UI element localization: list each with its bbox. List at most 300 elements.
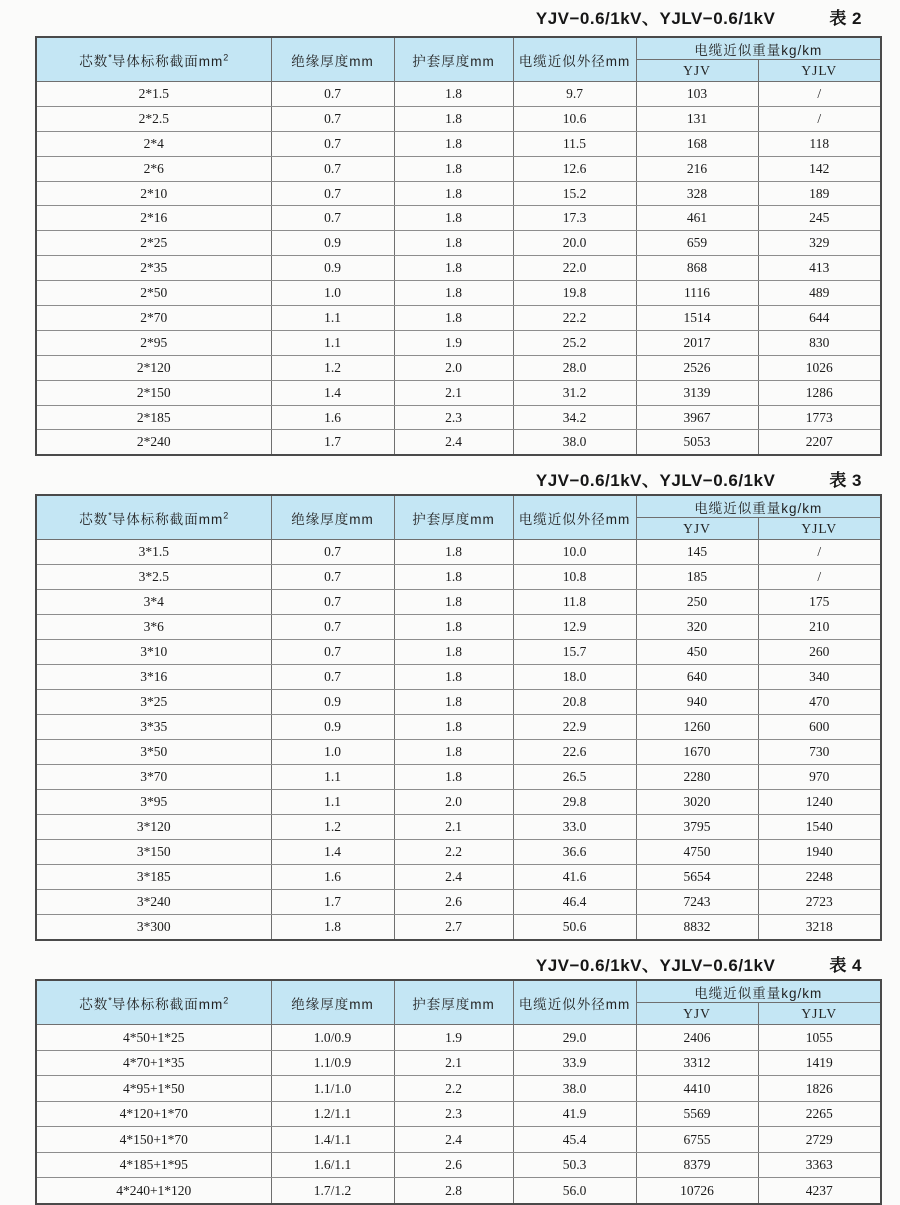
table-header (36, 37, 881, 82)
cell: 2.0 (394, 790, 513, 815)
table-row (36, 82, 881, 107)
table-header (36, 495, 881, 540)
cell: 320 (636, 615, 758, 640)
cell: 50.6 (513, 915, 636, 941)
table-body (36, 540, 881, 941)
cable-spec-table-4plus1core (35, 979, 882, 1205)
cell: 1.8 (394, 156, 513, 181)
table-row (36, 815, 881, 840)
table-body (36, 1025, 881, 1204)
cell: 41.9 (513, 1101, 636, 1127)
cell: 1.8 (394, 131, 513, 156)
cell: 2.4 (394, 430, 513, 455)
cell: 830 (758, 330, 881, 355)
cell: 2.1 (394, 380, 513, 405)
cell: 15.7 (513, 640, 636, 665)
cell: 730 (758, 740, 881, 765)
cell: 216 (636, 156, 758, 181)
cell: 489 (758, 281, 881, 306)
cell: 7243 (636, 890, 758, 915)
cell: 3139 (636, 380, 758, 405)
cell: 131 (636, 106, 758, 131)
table-row (36, 790, 881, 815)
table-row (36, 330, 881, 355)
col-header-core-section: 芯数*导体标称截面$mm^2$ (36, 495, 271, 540)
cell: 4*120+1*70 (36, 1101, 271, 1127)
cell: 10.6 (513, 106, 636, 131)
cell: 33.0 (513, 815, 636, 840)
cell: 10.0 (513, 540, 636, 565)
cell: 22.9 (513, 715, 636, 740)
cell: 659 (636, 231, 758, 256)
cell: 1.9 (394, 330, 513, 355)
cell: 2.4 (394, 1127, 513, 1153)
cell: 2.1 (394, 815, 513, 840)
table-number: 表 3 (829, 470, 862, 490)
cell: 4*185+1*95 (36, 1152, 271, 1178)
cell: 450 (636, 640, 758, 665)
cell: 250 (636, 590, 758, 615)
cell: 2.7 (394, 915, 513, 941)
table-row (36, 765, 881, 790)
table-row (36, 740, 881, 765)
table-row (36, 1127, 881, 1153)
cable-spec-table-3core (35, 494, 882, 941)
cell: 2*240 (36, 430, 271, 455)
cell: 9.7 (513, 82, 636, 107)
cell: 0.7 (271, 615, 394, 640)
cell: 4*50+1*25 (36, 1025, 271, 1051)
cell: 2*150 (36, 380, 271, 405)
cell: 5569 (636, 1101, 758, 1127)
cell: 3*300 (36, 915, 271, 941)
cell: 329 (758, 231, 881, 256)
cell: 1.1 (271, 306, 394, 331)
cell: 868 (636, 256, 758, 281)
col-header-insulation-thickness: 绝缘厚度mm (271, 980, 394, 1025)
cell: 1.8 (394, 565, 513, 590)
cell: 2*120 (36, 355, 271, 380)
table-row (36, 256, 881, 281)
cell: 175 (758, 590, 881, 615)
cell: 56.0 (513, 1178, 636, 1204)
col-header-yjv: YJV (636, 518, 758, 540)
col-header-core-section: 芯数*导体标称截面$mm^2$ (36, 980, 271, 1025)
cell: 1.4 (271, 380, 394, 405)
cell: 22.6 (513, 740, 636, 765)
table-row (36, 306, 881, 331)
cell: 260 (758, 640, 881, 665)
cell: 1940 (758, 840, 881, 865)
table-title: YJV−0.6/1kV、YJLV−0.6/1kV (535, 470, 776, 490)
cell: 245 (758, 206, 881, 231)
cell: 3*25 (36, 690, 271, 715)
cell: 2.3 (394, 1101, 513, 1127)
col-header-outer-diameter: 电缆近似外径mm (513, 37, 636, 82)
cell: 1.2 (271, 815, 394, 840)
cell: 2*50 (36, 281, 271, 306)
cell: 29.8 (513, 790, 636, 815)
cell: 45.4 (513, 1127, 636, 1153)
cell: 11.8 (513, 590, 636, 615)
col-header-yjlv: YJLV (758, 60, 881, 82)
cell: 1260 (636, 715, 758, 740)
table-row (36, 915, 881, 941)
cell: 8832 (636, 915, 758, 941)
cell: 31.2 (513, 380, 636, 405)
cell: 644 (758, 306, 881, 331)
cell: 1.8 (394, 206, 513, 231)
cell: 17.3 (513, 206, 636, 231)
cell: 118 (758, 131, 881, 156)
table-row (36, 540, 881, 565)
cell: 185 (636, 565, 758, 590)
cell: 2.4 (394, 865, 513, 890)
cell: 2.6 (394, 1152, 513, 1178)
cell: 2*4 (36, 131, 271, 156)
cell: 0.7 (271, 590, 394, 615)
cell: 18.0 (513, 665, 636, 690)
table-row (36, 890, 881, 915)
cell: 1.8 (271, 915, 394, 941)
table-row (36, 380, 881, 405)
cell: 1.0/0.9 (271, 1025, 394, 1051)
col-header-weight-group: 电缆近似重量kg/km (636, 980, 881, 1003)
cell: 20.0 (513, 231, 636, 256)
cell: 1240 (758, 790, 881, 815)
cell: 1.0 (271, 281, 394, 306)
cell: 15.2 (513, 181, 636, 206)
cell: 1116 (636, 281, 758, 306)
cell: 2*185 (36, 405, 271, 430)
cell: 3*35 (36, 715, 271, 740)
cell: 189 (758, 181, 881, 206)
cell: 2017 (636, 330, 758, 355)
table-row (36, 565, 881, 590)
cell: 1026 (758, 355, 881, 380)
table-row (36, 865, 881, 890)
cable-spec-table-2core (35, 36, 882, 456)
cell: 1.8 (394, 665, 513, 690)
col-header-insulation-thickness: 绝缘厚度mm (271, 37, 394, 82)
cell: 4*70+1*35 (36, 1050, 271, 1076)
cell: 0.9 (271, 715, 394, 740)
cell: 1.8 (394, 715, 513, 740)
cell: 26.5 (513, 765, 636, 790)
cell: 145 (636, 540, 758, 565)
cell: / (758, 82, 881, 107)
cell: 2723 (758, 890, 881, 915)
cell: / (758, 540, 881, 565)
col-header-yjv: YJV (636, 60, 758, 82)
cell: 1.8 (394, 540, 513, 565)
section-table-2 (0, 4, 900, 456)
cell: 1.6 (271, 865, 394, 890)
cell: 2.8 (394, 1178, 513, 1204)
cell: 3363 (758, 1152, 881, 1178)
cell: 1.8 (394, 281, 513, 306)
cell: 3*6 (36, 615, 271, 640)
cell: 1.8 (394, 256, 513, 281)
cell: 5053 (636, 430, 758, 455)
col-header-sheath-thickness: 护套厚度mm (394, 495, 513, 540)
cell: 0.7 (271, 565, 394, 590)
cell: 1.7 (271, 890, 394, 915)
cell: 1.6 (271, 405, 394, 430)
cell: 1.1/1.0 (271, 1076, 394, 1102)
table-row (36, 1076, 881, 1102)
cell: 1.1 (271, 765, 394, 790)
cell: 10726 (636, 1178, 758, 1204)
table-title-row (0, 466, 880, 490)
table-row (36, 1152, 881, 1178)
cell: 3*70 (36, 765, 271, 790)
col-header-outer-diameter: 电缆近似外径mm (513, 495, 636, 540)
cell: 2.2 (394, 840, 513, 865)
cell: 2*2.5 (36, 106, 271, 131)
col-header-sheath-thickness: 护套厚度mm (394, 37, 513, 82)
cell: 3218 (758, 915, 881, 941)
cell: 0.7 (271, 640, 394, 665)
cell: 10.8 (513, 565, 636, 590)
cell: 1.8 (394, 181, 513, 206)
cell: 1.8 (394, 82, 513, 107)
table-row (36, 355, 881, 380)
cell: 33.9 (513, 1050, 636, 1076)
cell: 3*16 (36, 665, 271, 690)
cell: 0.9 (271, 690, 394, 715)
cell: 340 (758, 665, 881, 690)
cell: 4*150+1*70 (36, 1127, 271, 1153)
section-table-4 (0, 951, 900, 1205)
cell: 28.0 (513, 355, 636, 380)
cell: 3967 (636, 405, 758, 430)
col-header-weight-group: 电缆近似重量kg/km (636, 37, 881, 60)
table-row (36, 281, 881, 306)
cell: 168 (636, 131, 758, 156)
cell: 1.8 (394, 765, 513, 790)
cell: 19.8 (513, 281, 636, 306)
cell: 0.9 (271, 256, 394, 281)
cell: 2*35 (36, 256, 271, 281)
cell: 2*6 (36, 156, 271, 181)
cell: 0.7 (271, 181, 394, 206)
cell: 3795 (636, 815, 758, 840)
cell: 2729 (758, 1127, 881, 1153)
table-title: YJV−0.6/1kV、YJLV−0.6/1kV (535, 8, 776, 28)
cell: 2*95 (36, 330, 271, 355)
cell: 0.7 (271, 206, 394, 231)
cell: 103 (636, 82, 758, 107)
cell: 1.6/1.1 (271, 1152, 394, 1178)
cell: 1.8 (394, 640, 513, 665)
col-header-yjlv: YJLV (758, 1003, 881, 1025)
col-header-yjv: YJV (636, 1003, 758, 1025)
cell: 3*50 (36, 740, 271, 765)
cell: 1.1 (271, 330, 394, 355)
col-header-core-section: 芯数*导体标称截面$mm^2$ (36, 37, 271, 82)
cell: 1.8 (394, 106, 513, 131)
cell: 2280 (636, 765, 758, 790)
cell: / (758, 106, 881, 131)
table-row (36, 206, 881, 231)
cell: 0.7 (271, 156, 394, 181)
table-row (36, 106, 881, 131)
cell: 3*95 (36, 790, 271, 815)
cell: 4*95+1*50 (36, 1076, 271, 1102)
cell: 4237 (758, 1178, 881, 1204)
cell: 11.5 (513, 131, 636, 156)
cell: 2.1 (394, 1050, 513, 1076)
cell: 0.9 (271, 231, 394, 256)
cell: 2248 (758, 865, 881, 890)
cell: 1.1/0.9 (271, 1050, 394, 1076)
col-header-outer-diameter: 电缆近似外径mm (513, 980, 636, 1025)
cell: 1514 (636, 306, 758, 331)
cell: 36.6 (513, 840, 636, 865)
cell: 50.3 (513, 1152, 636, 1178)
table-row (36, 1025, 881, 1051)
cell: 2*16 (36, 206, 271, 231)
cell: 34.2 (513, 405, 636, 430)
cell: 12.6 (513, 156, 636, 181)
cell: 3*240 (36, 890, 271, 915)
cell: 413 (758, 256, 881, 281)
cell: 3*10 (36, 640, 271, 665)
cell: 0.7 (271, 540, 394, 565)
cell: 2207 (758, 430, 881, 455)
cell: 41.6 (513, 865, 636, 890)
cell: 1670 (636, 740, 758, 765)
table-header (36, 980, 881, 1025)
table-title-row (0, 4, 880, 28)
table-row (36, 1178, 881, 1204)
table-number: 表 2 (829, 8, 862, 28)
cell: 0.7 (271, 665, 394, 690)
cell: 142 (758, 156, 881, 181)
cell: 3*4 (36, 590, 271, 615)
cell: 640 (636, 665, 758, 690)
cell: 1773 (758, 405, 881, 430)
cell: 210 (758, 615, 881, 640)
cell: 20.8 (513, 690, 636, 715)
cell: 6755 (636, 1127, 758, 1153)
cell: 3312 (636, 1050, 758, 1076)
table-row (36, 690, 881, 715)
table-row (36, 181, 881, 206)
cell: 22.0 (513, 256, 636, 281)
cell: 46.4 (513, 890, 636, 915)
cell: 38.0 (513, 1076, 636, 1102)
cell: 1.2/1.1 (271, 1101, 394, 1127)
table-row (36, 1050, 881, 1076)
cell: 1.8 (394, 690, 513, 715)
cell: 1.0 (271, 740, 394, 765)
cell: 1.4 (271, 840, 394, 865)
cell: 1.8 (394, 231, 513, 256)
table-row (36, 430, 881, 455)
cell: 38.0 (513, 430, 636, 455)
cell: 1826 (758, 1076, 881, 1102)
cell: 328 (636, 181, 758, 206)
cell: 0.7 (271, 131, 394, 156)
cell: 2*70 (36, 306, 271, 331)
cell: 2.2 (394, 1076, 513, 1102)
cell: 1.9 (394, 1025, 513, 1051)
cell: 8379 (636, 1152, 758, 1178)
cell: 2*10 (36, 181, 271, 206)
cell: 3*1.5 (36, 540, 271, 565)
cell: 1.8 (394, 615, 513, 640)
col-header-weight-group: 电缆近似重量kg/km (636, 495, 881, 518)
cell: 1.7 (271, 430, 394, 455)
table-body (36, 82, 881, 456)
table-number: 表 4 (829, 955, 862, 975)
cell: 2.0 (394, 355, 513, 380)
cell: 2.6 (394, 890, 513, 915)
table-row (36, 840, 881, 865)
cell: 0.7 (271, 106, 394, 131)
cell: 12.9 (513, 615, 636, 640)
table-row (36, 156, 881, 181)
cell: 3*150 (36, 840, 271, 865)
table-title-row (0, 951, 880, 975)
cell: 970 (758, 765, 881, 790)
cell: 3*185 (36, 865, 271, 890)
table-row (36, 1101, 881, 1127)
table-row (36, 590, 881, 615)
cell: 1.8 (394, 740, 513, 765)
cell: 1286 (758, 380, 881, 405)
cell: 3*120 (36, 815, 271, 840)
cell: 600 (758, 715, 881, 740)
cell: 1.8 (394, 306, 513, 331)
cell: 1.4/1.1 (271, 1127, 394, 1153)
cell: 0.7 (271, 82, 394, 107)
table-row (36, 615, 881, 640)
col-header-insulation-thickness: 绝缘厚度mm (271, 495, 394, 540)
table-row (36, 231, 881, 256)
cell: 940 (636, 690, 758, 715)
cell: / (758, 565, 881, 590)
cell: 4750 (636, 840, 758, 865)
cell: 1.2 (271, 355, 394, 380)
table-row (36, 715, 881, 740)
cell: 25.2 (513, 330, 636, 355)
cell: 5654 (636, 865, 758, 890)
cell: 2.3 (394, 405, 513, 430)
cell: 29.0 (513, 1025, 636, 1051)
cell: 470 (758, 690, 881, 715)
table-row (36, 131, 881, 156)
col-header-yjlv: YJLV (758, 518, 881, 540)
cell: 2406 (636, 1025, 758, 1051)
cell: 4410 (636, 1076, 758, 1102)
section-table-3 (0, 466, 900, 941)
cell: 3020 (636, 790, 758, 815)
cell: 2*1.5 (36, 82, 271, 107)
cell: 3*2.5 (36, 565, 271, 590)
cell: 2265 (758, 1101, 881, 1127)
cell: 1419 (758, 1050, 881, 1076)
cell: 2526 (636, 355, 758, 380)
table-title: YJV−0.6/1kV、YJLV−0.6/1kV (535, 955, 776, 975)
cell: 1540 (758, 815, 881, 840)
table-row (36, 640, 881, 665)
table-row (36, 665, 881, 690)
cell: 4*240+1*120 (36, 1178, 271, 1204)
cell: 22.2 (513, 306, 636, 331)
